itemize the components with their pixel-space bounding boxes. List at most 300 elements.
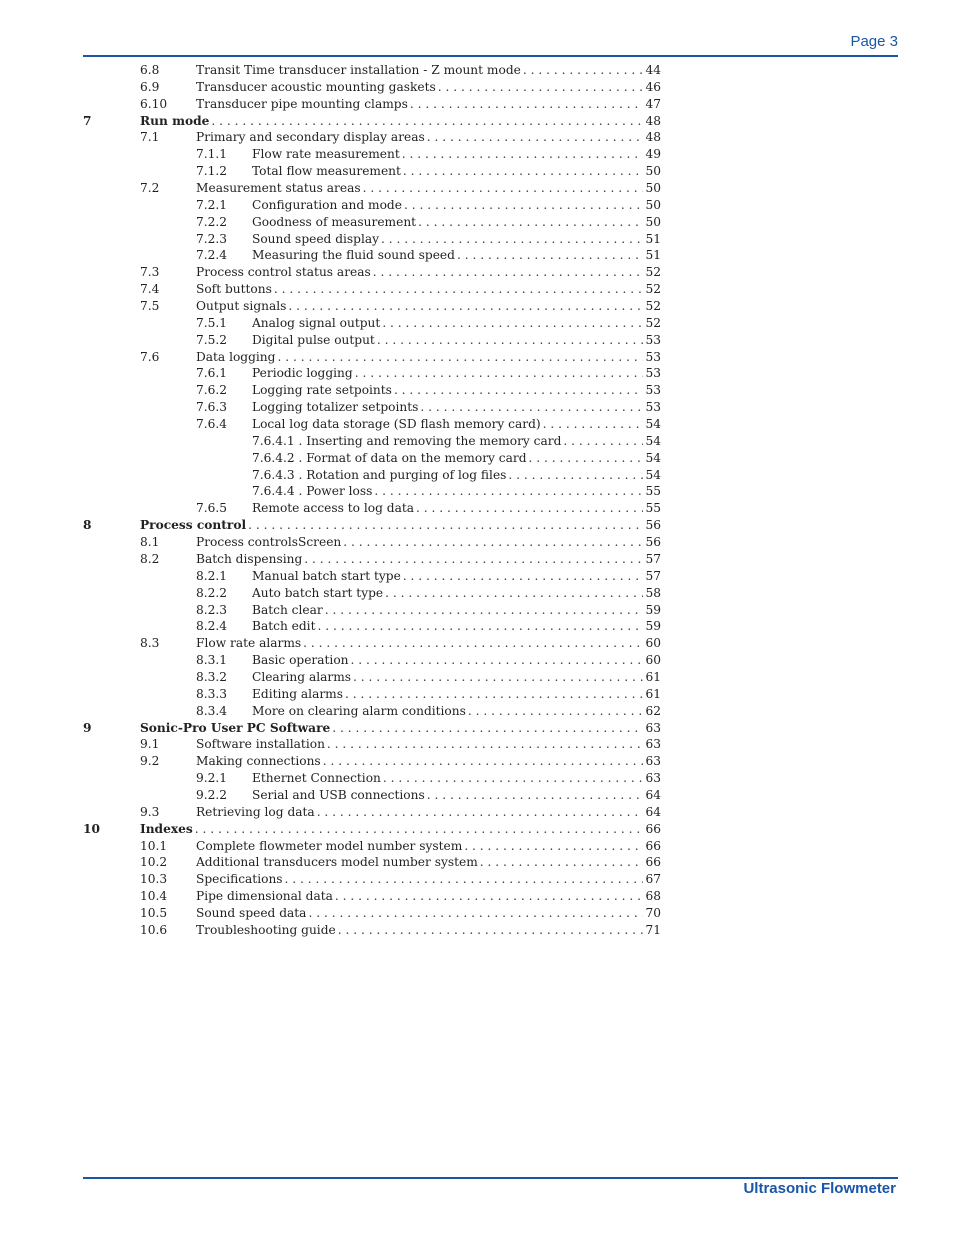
toc-entry-number: 7.2.2 xyxy=(196,214,228,229)
dot-leader xyxy=(374,483,643,500)
toc-entry[interactable] xyxy=(83,770,661,787)
toc-entry-line xyxy=(252,500,661,517)
toc-entry-title: Data logging xyxy=(196,349,276,364)
toc-entry-page: 44 xyxy=(645,63,661,77)
toc-entry-number: 8.1 xyxy=(140,535,160,550)
toc-entry-line xyxy=(196,264,661,281)
toc-entry-page: 53 xyxy=(645,332,661,347)
dot-leader xyxy=(338,922,643,939)
toc-entry[interactable] xyxy=(83,62,661,79)
toc-entry-line xyxy=(140,720,661,737)
toc-entry-line xyxy=(252,315,661,332)
toc-entry-line xyxy=(196,534,661,551)
toc-entry[interactable] xyxy=(83,96,661,113)
toc-entry-title: Total flow measurement xyxy=(252,164,401,179)
dot-leader xyxy=(438,79,643,96)
toc-entry[interactable] xyxy=(83,433,661,450)
toc-entry-line xyxy=(252,365,661,382)
toc-entry-page: 48 xyxy=(645,113,661,128)
toc-entry-page: 68 xyxy=(645,889,661,904)
toc-entry-line xyxy=(252,686,661,703)
toc-entry-title: Batch clear xyxy=(252,602,323,617)
toc-entry-title: Process controlsScreen xyxy=(196,535,342,550)
toc-entry-line xyxy=(252,399,661,416)
header-rule xyxy=(83,55,898,57)
dot-leader xyxy=(274,281,643,298)
toc-entry[interactable] xyxy=(83,871,661,888)
dot-leader xyxy=(248,517,643,534)
toc-entry-title: Sound speed display xyxy=(252,231,380,246)
toc-entry-line xyxy=(252,467,661,484)
toc-entry-title: Process control xyxy=(140,518,247,533)
toc-entry-page: 56 xyxy=(645,518,661,533)
dot-leader xyxy=(355,365,643,382)
toc-entry-number: 8.3 xyxy=(140,636,160,651)
toc-entry[interactable] xyxy=(83,214,661,231)
dot-leader xyxy=(335,888,643,905)
toc-entry-number: 10.6 xyxy=(140,922,168,937)
toc-entry[interactable] xyxy=(83,736,661,753)
toc-entry-number: 8.2.3 xyxy=(196,602,228,617)
toc-entry[interactable] xyxy=(83,113,661,130)
dot-leader xyxy=(403,163,643,180)
toc-entry-page: 63 xyxy=(645,771,661,786)
dot-leader xyxy=(418,214,643,231)
dot-leader xyxy=(285,871,643,888)
toc-entry-page: 52 xyxy=(645,315,661,330)
toc-entry-page: 61 xyxy=(645,669,661,684)
dot-leader xyxy=(343,534,643,551)
dot-leader xyxy=(410,96,643,113)
toc-entry[interactable] xyxy=(83,905,661,922)
toc-entry[interactable] xyxy=(83,517,661,534)
toc-entry-line xyxy=(252,602,661,619)
toc-entry-number: 7.1 xyxy=(140,130,160,145)
toc-entry[interactable] xyxy=(83,298,661,315)
toc-entry-page: 60 xyxy=(645,653,661,668)
toc-entry-title: Local log data storage (SD flash memory card) xyxy=(252,417,541,432)
toc-entry-page: 71 xyxy=(645,922,661,937)
toc-entry-line xyxy=(252,483,661,500)
toc-entry-title: Configuration and mode xyxy=(252,197,402,212)
dot-leader xyxy=(325,602,643,619)
toc-entry-number: 8.3.1 xyxy=(196,653,228,668)
toc-entry-title: Output signals xyxy=(196,299,287,314)
toc-entry-page: 61 xyxy=(645,686,661,701)
toc-entry-number: 7.5.2 xyxy=(196,332,228,347)
toc-entry[interactable] xyxy=(83,787,661,804)
toc-entry[interactable] xyxy=(83,264,661,281)
toc-entry-line xyxy=(252,197,661,214)
toc-entry-line xyxy=(252,669,661,686)
dot-leader xyxy=(420,399,643,416)
toc-entry-number: 7.5 xyxy=(140,299,160,314)
dot-leader xyxy=(327,736,643,753)
toc-entry-number: 6.10 xyxy=(140,96,168,111)
dot-leader xyxy=(303,635,643,652)
toc-entry-page: 66 xyxy=(645,821,661,836)
toc-entry-number: 7.2.3 xyxy=(196,231,228,246)
toc-entry-page: 64 xyxy=(645,804,661,819)
toc-entry-title: Transducer pipe mounting clamps xyxy=(196,96,408,111)
toc-entry-number: 7.6.2 xyxy=(196,383,228,398)
toc-entry-page: 63 xyxy=(645,737,661,752)
toc-entry-title: Indexes xyxy=(140,821,193,836)
toc-entry-line xyxy=(252,585,661,602)
dot-leader xyxy=(304,551,643,568)
toc-entry-title: Specifications xyxy=(196,872,283,887)
toc-entry-number: 10.1 xyxy=(140,838,168,853)
toc-entry-page: 57 xyxy=(645,551,661,566)
toc-entry[interactable] xyxy=(83,635,661,652)
toc-entry[interactable] xyxy=(83,450,661,467)
toc-entry[interactable] xyxy=(83,180,661,197)
toc-entry-title: Measurement status areas xyxy=(196,181,361,196)
toc-entry-page: 53 xyxy=(645,349,661,364)
toc-entry-number: 10 xyxy=(83,821,100,836)
toc-entry-page: 46 xyxy=(645,79,661,94)
toc-entry[interactable] xyxy=(83,231,661,248)
toc-entry[interactable] xyxy=(83,652,661,669)
toc-entry-page: 62 xyxy=(645,703,661,718)
toc-entry-title: Primary and secondary display areas xyxy=(196,130,425,145)
dot-leader xyxy=(523,62,643,79)
toc-entry[interactable] xyxy=(83,146,661,163)
dot-leader xyxy=(288,298,643,315)
toc-entry-title: Editing alarms xyxy=(252,686,343,701)
dot-leader xyxy=(403,568,643,585)
toc-entry[interactable] xyxy=(83,669,661,686)
toc-entry[interactable] xyxy=(83,129,661,146)
toc-entry[interactable] xyxy=(83,838,661,855)
toc-entry-line xyxy=(252,332,661,349)
toc-entry-line xyxy=(196,96,661,113)
dot-leader xyxy=(377,332,643,349)
dot-leader xyxy=(480,854,643,871)
toc-entry-title: More on clearing alarm conditions xyxy=(252,703,466,718)
toc-entry-number: 9 xyxy=(83,720,92,735)
toc-entry-line xyxy=(196,551,661,568)
dot-leader xyxy=(457,247,643,264)
toc-entry-line xyxy=(196,281,661,298)
toc-entry-title: Transit Time transducer installation - Z mount mode xyxy=(196,63,521,77)
page-number: Page 3 xyxy=(850,33,898,50)
toc-entry-number: 8.3.2 xyxy=(196,669,228,684)
toc-entry-title: Batch edit xyxy=(252,619,316,634)
toc-entry[interactable] xyxy=(83,247,661,264)
toc-entry[interactable] xyxy=(83,281,661,298)
dot-leader xyxy=(427,787,643,804)
toc-entry-page: 51 xyxy=(645,231,661,246)
toc-entry-page: 60 xyxy=(645,636,661,651)
toc-entry-line xyxy=(252,652,661,669)
toc-entry[interactable] xyxy=(83,416,661,433)
dot-leader xyxy=(351,652,643,669)
toc-entry-line xyxy=(196,888,661,905)
toc-entry-number: 7.6.1 xyxy=(196,366,228,381)
toc-entry-line xyxy=(196,129,661,146)
toc-entry[interactable] xyxy=(83,585,661,602)
toc-entry[interactable] xyxy=(83,163,661,180)
toc-entry-page: 58 xyxy=(645,585,661,600)
dot-leader xyxy=(464,838,643,855)
dot-leader xyxy=(345,686,643,703)
toc-entry-page: 63 xyxy=(645,754,661,769)
toc-entry-page: 59 xyxy=(645,602,661,617)
table-of-contents xyxy=(83,62,661,939)
toc-entry-page: 53 xyxy=(645,400,661,415)
toc-entry-number: 7.1.2 xyxy=(196,164,228,179)
toc-entry-number: 9.3 xyxy=(140,804,160,819)
toc-entry-number: 7.2.1 xyxy=(196,197,228,212)
toc-entry[interactable] xyxy=(83,804,661,821)
dot-leader xyxy=(195,821,643,838)
toc-entry-page: 55 xyxy=(645,484,661,499)
dot-leader xyxy=(529,450,644,467)
toc-entry-title: Manual batch start type xyxy=(252,568,401,583)
dot-leader xyxy=(381,231,643,248)
toc-entry-number: 9.1 xyxy=(140,737,160,752)
dot-leader xyxy=(402,146,643,163)
toc-entry-page: 52 xyxy=(645,265,661,280)
toc-entry-line xyxy=(252,231,661,248)
toc-entry[interactable] xyxy=(83,79,661,96)
toc-entry-page: 66 xyxy=(645,855,661,870)
toc-entry-title: Run mode xyxy=(140,113,210,128)
toc-entry[interactable] xyxy=(83,568,661,585)
toc-entry-number: 9.2 xyxy=(140,754,160,769)
toc-entry-line xyxy=(252,568,661,585)
toc-entry-title: Transducer acoustic mounting gaskets xyxy=(196,79,436,94)
toc-entry-number: 8.3.4 xyxy=(196,703,228,718)
toc-entry-page: 53 xyxy=(645,366,661,381)
toc-entry[interactable] xyxy=(83,197,661,214)
toc-entry-line xyxy=(196,79,661,96)
toc-entry-page: 50 xyxy=(645,214,661,229)
toc-entry-number: 10.4 xyxy=(140,889,168,904)
toc-entry-title: Process control status areas xyxy=(196,265,371,280)
toc-entry-page: 47 xyxy=(645,96,661,111)
toc-entry-line xyxy=(252,247,661,264)
dot-leader xyxy=(317,804,643,821)
toc-entry-number: 7.2 xyxy=(140,181,160,196)
toc-entry-line xyxy=(196,62,661,79)
toc-entry-title: Digital pulse output xyxy=(252,332,375,347)
dot-leader xyxy=(308,905,643,922)
toc-entry-title: Basic operation xyxy=(252,653,349,668)
toc-entry-line xyxy=(140,517,661,534)
toc-entry[interactable] xyxy=(83,686,661,703)
toc-entry[interactable] xyxy=(83,821,661,838)
toc-entry-title: Flow rate alarms xyxy=(196,636,302,651)
toc-entry-title: Periodic logging xyxy=(252,366,353,381)
toc-entry-title: Auto batch start type xyxy=(252,585,384,600)
toc-entry-number: 8.2.1 xyxy=(196,568,228,583)
toc-entry-page: 50 xyxy=(645,181,661,196)
dot-leader xyxy=(317,618,643,635)
dot-leader xyxy=(427,129,643,146)
toc-entry[interactable] xyxy=(83,332,661,349)
toc-entry-number: 6.8 xyxy=(140,63,160,77)
toc-entry-page: 48 xyxy=(645,130,661,145)
toc-entry-line xyxy=(252,770,661,787)
toc-entry[interactable] xyxy=(83,753,661,770)
toc-entry-line xyxy=(252,163,661,180)
toc-entry[interactable] xyxy=(83,382,661,399)
toc-entry-number: 7.2.4 xyxy=(196,248,228,263)
toc-entry-page: 51 xyxy=(645,248,661,263)
dot-leader xyxy=(373,264,643,281)
toc-entry[interactable] xyxy=(83,720,661,737)
toc-entry-title: Sound speed data xyxy=(196,905,307,920)
toc-entry-page: 54 xyxy=(645,433,661,448)
toc-entry-page: 52 xyxy=(645,299,661,314)
toc-entry-line xyxy=(196,298,661,315)
toc-entry-title: Ethernet Connection xyxy=(252,771,381,786)
toc-entry-title: Batch dispensing xyxy=(196,551,303,566)
dot-leader xyxy=(468,703,643,720)
dot-leader xyxy=(353,669,643,686)
toc-entry-title: 7.6.4.4 . Power loss xyxy=(252,484,373,499)
toc-entry-number: 10.2 xyxy=(140,855,168,870)
toc-entry-number: 7.6.4 xyxy=(196,417,228,432)
dot-leader xyxy=(563,433,643,450)
dot-leader xyxy=(277,349,643,366)
toc-entry-number: 7 xyxy=(83,113,92,128)
dot-leader xyxy=(404,197,643,214)
toc-entry-page: 57 xyxy=(645,568,661,583)
toc-entry-page: 53 xyxy=(645,383,661,398)
toc-entry-line xyxy=(252,703,661,720)
toc-entry-page: 55 xyxy=(645,501,661,516)
toc-entry-line xyxy=(140,113,661,130)
toc-entry-line xyxy=(252,450,661,467)
footer-rule xyxy=(83,1177,898,1179)
toc-entry-number: 7.6.3 xyxy=(196,400,228,415)
toc-entry[interactable] xyxy=(83,483,661,500)
toc-entry[interactable] xyxy=(83,467,661,484)
toc-entry[interactable] xyxy=(83,349,661,366)
toc-entry-title: Measuring the fluid sound speed xyxy=(252,248,455,263)
toc-entry-title: Complete flowmeter model number system xyxy=(196,838,463,853)
toc-entry-page: 64 xyxy=(645,787,661,802)
dot-leader xyxy=(394,382,643,399)
toc-entry-line xyxy=(252,214,661,231)
toc-entry-line xyxy=(140,821,661,838)
toc-entry-line xyxy=(196,804,661,821)
dot-leader xyxy=(363,180,643,197)
toc-entry-page: 54 xyxy=(645,417,661,432)
toc-entry-line xyxy=(252,618,661,635)
toc-entry-number: 8.2.2 xyxy=(196,585,228,600)
toc-entry-line xyxy=(196,180,661,197)
toc-entry-line xyxy=(196,349,661,366)
toc-entry-number: 7.3 xyxy=(140,265,160,280)
dot-leader xyxy=(416,500,643,517)
toc-entry-page: 56 xyxy=(645,535,661,550)
toc-entry-number: 7.4 xyxy=(140,282,160,297)
toc-entry-title: Retrieving log data xyxy=(196,804,315,819)
toc-entry-title: 7.6.4.1 . Inserting and removing the memory card xyxy=(252,433,562,448)
toc-entry-title: Remote access to log data xyxy=(252,501,415,516)
toc-entry-page: 49 xyxy=(645,147,661,162)
toc-entry[interactable] xyxy=(83,618,661,635)
toc-entry[interactable] xyxy=(83,315,661,332)
toc-entry[interactable] xyxy=(83,551,661,568)
toc-entry-line xyxy=(196,736,661,753)
toc-entry-line xyxy=(252,416,661,433)
toc-entry-page: 63 xyxy=(645,720,661,735)
toc-entry-line xyxy=(196,753,661,770)
toc-entry-number: 7.1.1 xyxy=(196,147,228,162)
toc-entry-number: 8 xyxy=(83,518,92,533)
toc-entry-line xyxy=(252,382,661,399)
toc-entry-number: 10.3 xyxy=(140,872,168,887)
toc-entry-line xyxy=(196,838,661,855)
toc-entry-title: Logging totalizer setpoints xyxy=(252,400,419,415)
toc-entry-number: 9.2.2 xyxy=(196,787,228,802)
toc-entry[interactable] xyxy=(83,703,661,720)
toc-entry-number: 7.5.1 xyxy=(196,315,228,330)
toc-entry-number: 7.6 xyxy=(140,349,160,364)
toc-entry-title: Troubleshooting guide xyxy=(196,922,336,937)
toc-entry-line xyxy=(196,905,661,922)
toc-entry[interactable] xyxy=(83,534,661,551)
toc-entry-page: 50 xyxy=(645,197,661,212)
toc-entry-number: 10.5 xyxy=(140,905,168,920)
toc-entry-title: 7.6.4.3 . Rotation and purging of log files xyxy=(252,467,507,482)
toc-entry-line xyxy=(252,787,661,804)
dot-leader xyxy=(508,467,643,484)
toc-entry-page: 67 xyxy=(645,872,661,887)
toc-entry-number: 6.9 xyxy=(140,79,160,94)
toc-entry-title: Flow rate measurement xyxy=(252,147,400,162)
dot-leader xyxy=(332,720,643,737)
dot-leader xyxy=(382,315,643,332)
toc-entry-line xyxy=(252,146,661,163)
toc-entry-page: 70 xyxy=(645,905,661,920)
toc-entry[interactable] xyxy=(83,399,661,416)
toc-entry-page: 52 xyxy=(645,282,661,297)
toc-entry-title: Sonic-Pro User PC Software xyxy=(140,720,331,735)
toc-entry[interactable] xyxy=(83,500,661,517)
footer-title: Ultrasonic Flowmeter xyxy=(743,1180,896,1197)
toc-entry[interactable] xyxy=(83,854,661,871)
toc-entry-page: 66 xyxy=(645,838,661,853)
toc-entry[interactable] xyxy=(83,888,661,905)
toc-entry-page: 59 xyxy=(645,619,661,634)
toc-entry-title: Clearing alarms xyxy=(252,669,352,684)
toc-entry-number: 8.2.4 xyxy=(196,619,228,634)
toc-entry[interactable] xyxy=(83,922,661,939)
dot-leader xyxy=(383,770,643,787)
toc-entry-line xyxy=(252,433,661,450)
toc-entry-line xyxy=(196,854,661,871)
toc-entry-number: 9.2.1 xyxy=(196,771,228,786)
dot-leader xyxy=(543,416,643,433)
toc-entry[interactable] xyxy=(83,365,661,382)
toc-entry-title: 7.6.4.2 . Format of data on the memory card xyxy=(252,450,527,465)
toc-entry[interactable] xyxy=(83,602,661,619)
toc-entry-title: Pipe dimensional data xyxy=(196,889,333,904)
toc-entry-title: Additional transducers model number system xyxy=(196,855,478,870)
dot-leader xyxy=(323,753,643,770)
toc-entry-title: Serial and USB connections xyxy=(252,787,425,802)
toc-entry-page: 54 xyxy=(645,467,661,482)
toc-entry-number: 8.2 xyxy=(140,551,160,566)
toc-entry-title: Logging rate setpoints xyxy=(252,383,392,398)
toc-entry-line xyxy=(196,635,661,652)
